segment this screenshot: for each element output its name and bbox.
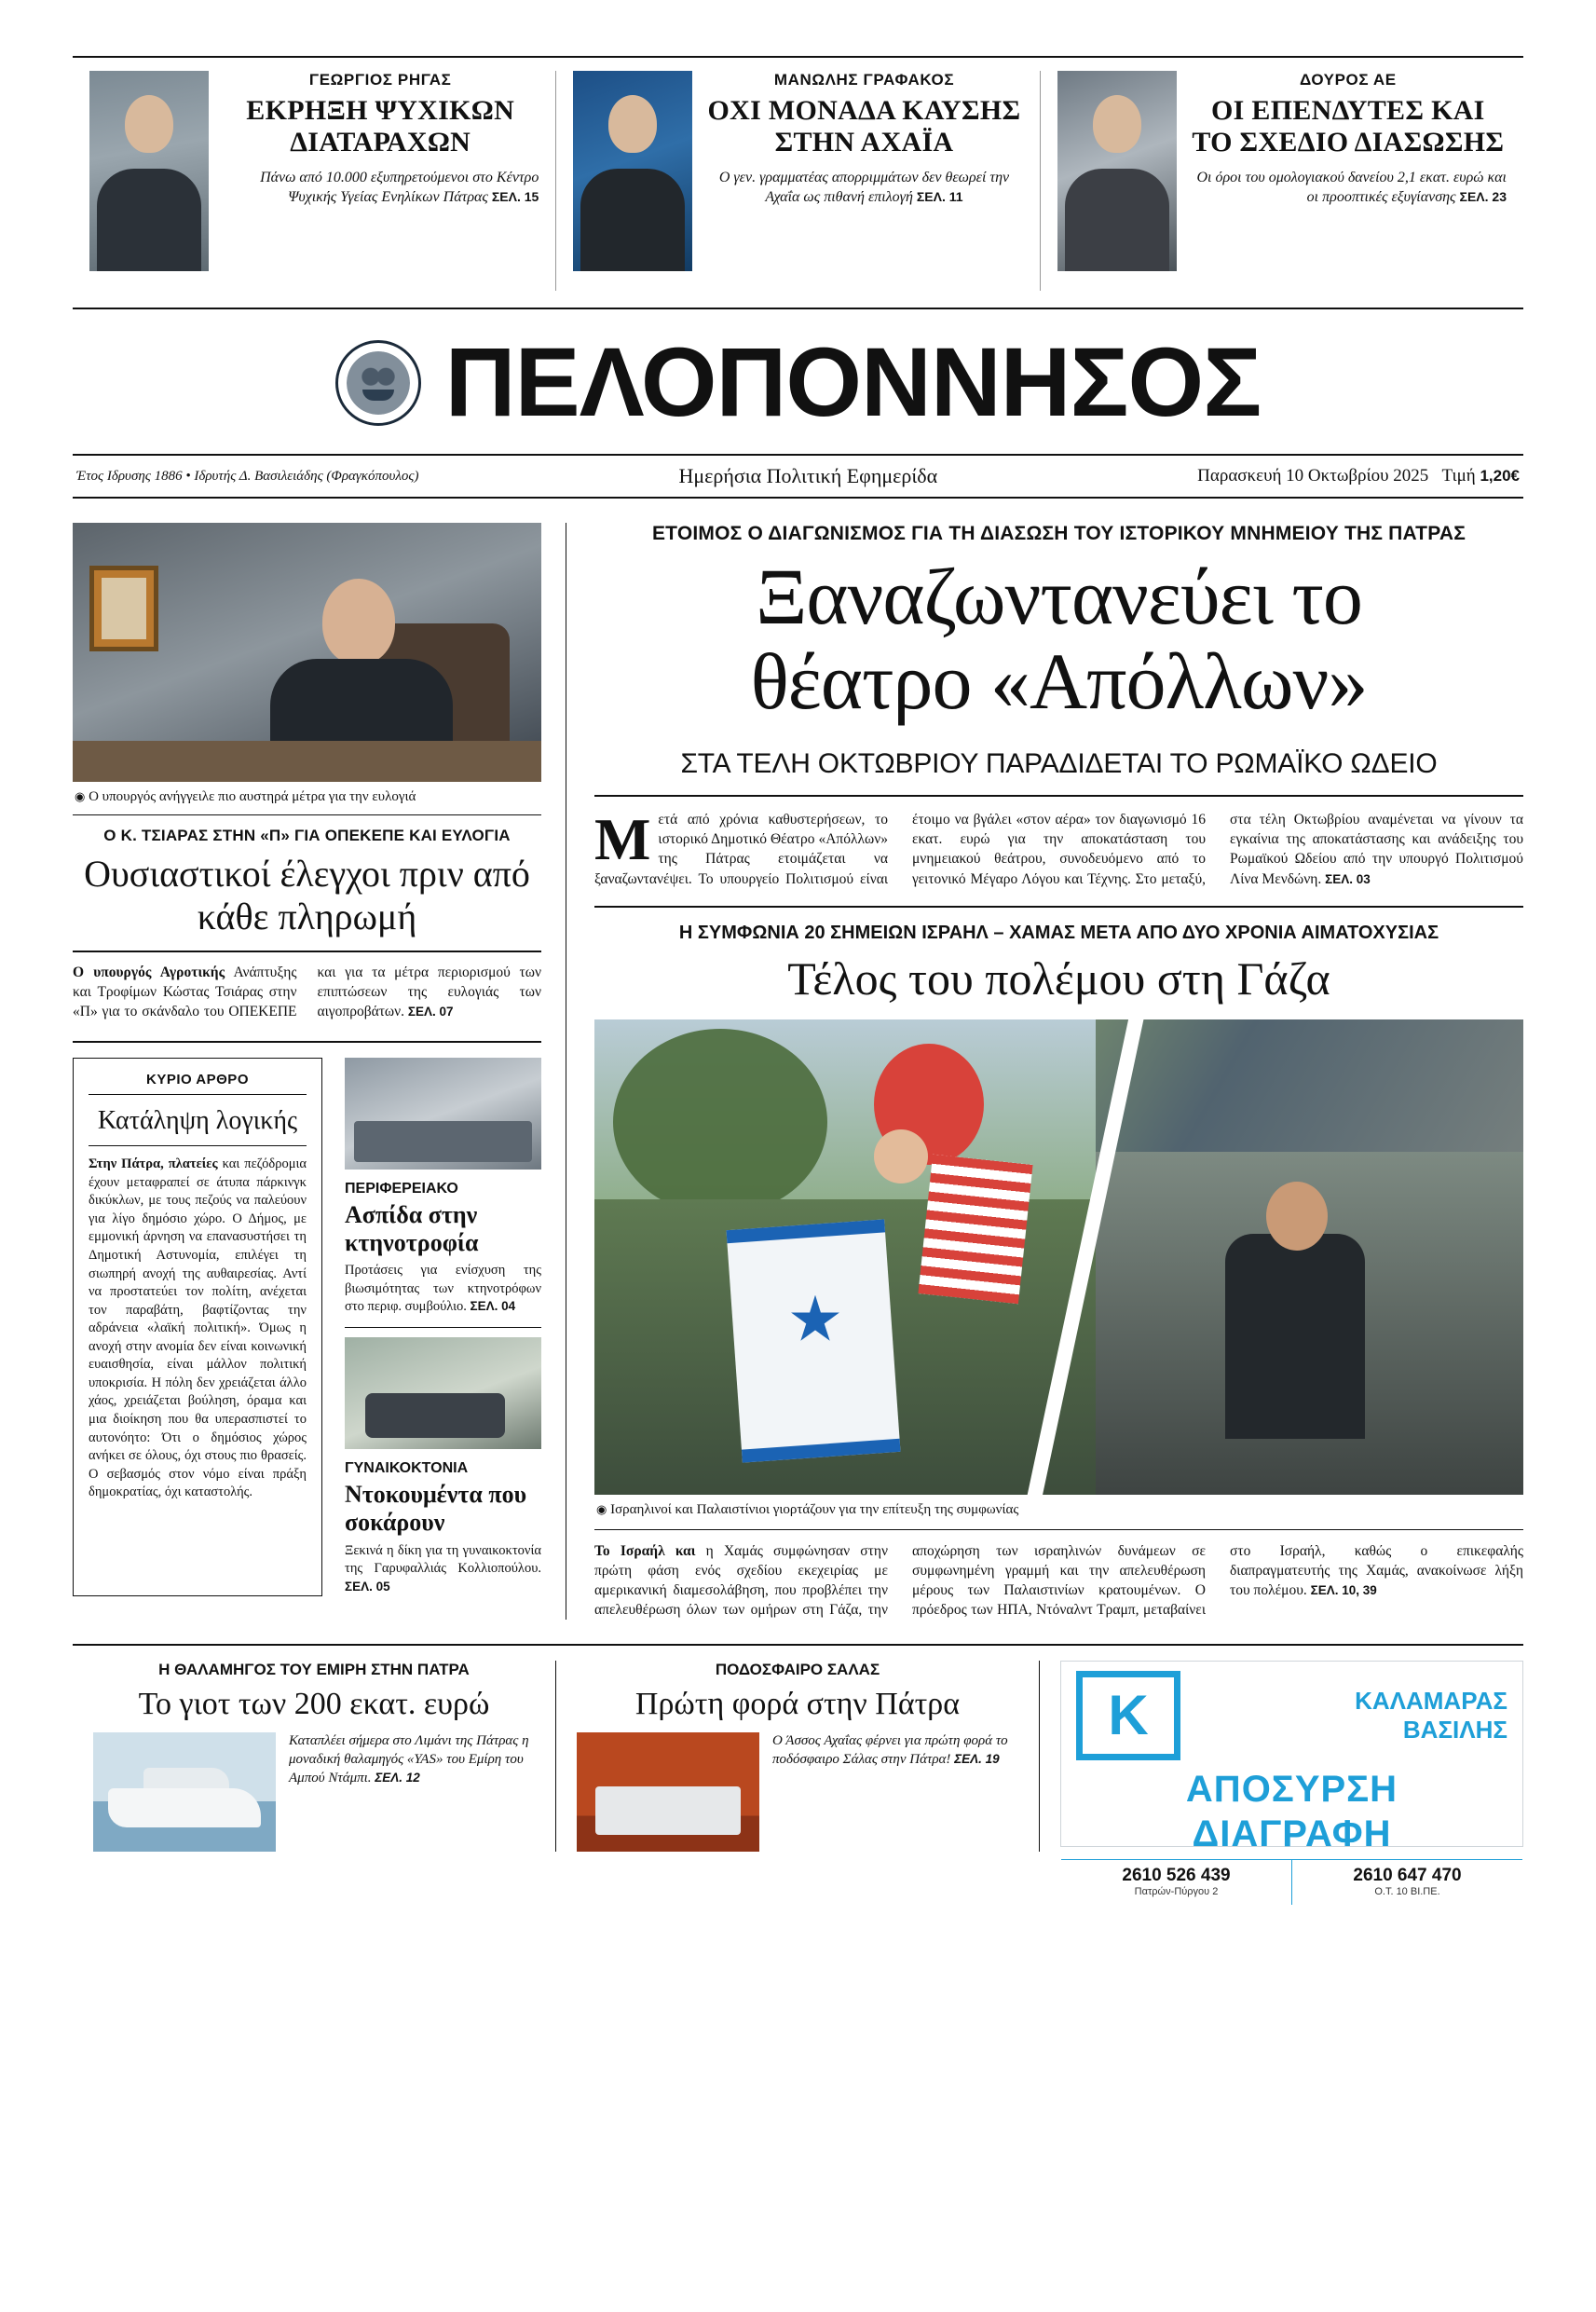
gaza-story-body [594,1530,1523,1620]
minister-photo-caption [73,782,541,815]
bottom-story-page-ref[interactable]: ΣΕΛ. 12 [375,1770,420,1785]
price-label: Τιμή [1441,466,1476,486]
sidebar-story-photo [345,1337,541,1449]
bottom-story-text: Καταπλέει σήμερα στο Λιμάνι της Πάτρας η μοναδική θαλαμηγός «ΥΑS» του Εμίρη του Αμπού Ντάμπι. [289,1733,529,1785]
teaser-title: ΕΚΡΗΞΗ ΨΥΧΙΚΩΝ ΔΙΑΤΑΡΑΧΩΝ [246,95,515,157]
left-story-text: Ανάπτυξης και Τροφίμων Κώστας Τσιάρας στην «Π» για το σκάνδαλο του ΟΠΕΚΕΠΕ και για τα μέτρα περιορισμού των επιπτώσεων της ευλογιάς των αιγοπροβάτων. [73,964,541,1020]
lead-story-text: ετά από χρόνια καθυστερήσεων, το ιστορικό Δημοτικό Θέατρο «Απόλλων» της Πάτρας ετοιμάζεται να ξαναζωντανέψει. Το υπουργείο Πολιτισμού είναι έτοιμο να βγάλει «στον αέρα» τον διαγωνισμό 16 εκατ. ευρώ για την αποκατάσταση του μνημειακού θεάτρου, συνοδευόμενο από το γειτονικό Μέγαρο Λόγου και Τέχνης. Στο μεταξύ, στα τέλη Οκτωβρίου αναμένεται να γίνουν τα εγκαίνια της αποκατάστασης και ανάδειξης του Ρωμαϊκού Ωδείου από την υπουργό Πολιτισμού Λίνα Μενδώνη. [594,812,1523,887]
gaza-story-kicker: Η ΣΥΜΦΩΝΙΑ 20 ΣΗΜΕΙΩΝ ΙΣΡΑΗΛ – ΧΑΜΑΣ ΜΕΤΑ ΑΠΟ ΔΥΟ ΧΡΟΝΙΑ ΑΙΜΑΤΟΧΥΣΙΑΣ [594,906,1523,953]
teaser-page-ref[interactable]: ΣΕΛ. 15 [491,188,539,204]
bottom-story-body [772,1732,1018,1852]
lead-story-subhead: ΣΤΑ ΤΕΛΗ ΟΚΤΩΒΡΙΟΥ ΠΑΡΑΔΙΔΕΤΑΙ ΤΟ ΡΩΜΑΪΚΟ ΩΔΕΙΟ [594,724,1523,797]
ad-contact-2[interactable] [1291,1860,1522,1905]
sidebar-story-page-ref[interactable]: ΣΕΛ. 05 [345,1579,390,1594]
teaser-item[interactable] [555,71,1039,291]
ad-address: Πατρών-Πύργου 2 [1134,1885,1219,1897]
ad-address: Ο.Τ. 10 ΒΙ.ΠΕ. [1374,1885,1440,1897]
bottom-story-title: Πρώτη φορά στην Πάτρα [634,1686,961,1721]
sidebar-story-title: Ντοκουμέντα που σοκάρουν [345,1481,527,1537]
lead-story-page-ref[interactable]: ΣΕΛ. 03 [1325,871,1371,886]
ad-company-name [1194,1687,1507,1744]
founding-info: Έτος Ιδρυσης 1886 • Ιδρυτής Δ. Βασιλειάδης (Φραγκόπουλος) [76,468,419,484]
teaser-summary [222,169,539,207]
divider [345,1327,541,1328]
gaza-story-page-ref[interactable]: ΣΕΛ. 10, 39 [1310,1582,1377,1597]
bottom-story[interactable] [73,1661,555,1852]
issue-date: Παρασκευή 10 Οκτωβρίου 2025 [1197,466,1429,486]
ad-service-line1: ΑΠΟΣΥΡΣΗ [1185,1768,1398,1810]
masthead [73,309,1523,441]
ad-company-line1: ΚΑΛΑΜΑΡΑΣ [1355,1686,1507,1715]
sidebar-story[interactable] [345,1337,541,1596]
editorial-and-sidebar [73,1041,541,1596]
left-story-headline: Ουσιαστικοί έλεγχοι πριν από κάθε πληρωμή [73,853,541,952]
left-column [73,523,566,1620]
teaser-kicker: ΜΑΝΩΛΗΣ ΓΡΑΦΑΚΟΣ [773,71,955,89]
sidebar-story-kicker: ΠΕΡΙΦΕΡΕΙΑΚΟ [345,1180,458,1197]
teaser-summary [705,169,1022,207]
lead-story-headline-line1: Ξαναζωντανεύει το [756,552,1362,641]
teaser-summary-text: Ο γεν. γραμματέας απορριμμάτων δεν θεωρεί την Αχαΐα ως πιθανή επιλογή [718,170,1010,205]
left-story-body [73,952,541,1022]
editorial-box [73,1058,322,1596]
teaser-page-ref[interactable]: ΣΕΛ. 11 [916,188,963,204]
lead-story-dropcap: Μ [594,806,651,873]
sidebar-story[interactable] [345,1058,541,1317]
camera-icon: ◉ [596,1501,607,1516]
right-column [566,523,1523,1620]
teaser-photo [89,71,209,271]
ad-contact-1[interactable] [1061,1860,1291,1905]
left-story-lead: Ο υπουργός Αγροτικής [73,964,225,981]
teaser-kicker: ΓΕΩΡΓΙΟΣ ΡΗΓΑΣ [308,71,452,89]
teaser-title: ΟΙ ΕΠΕΝΔΥΤΕΣ ΚΑΙ ΤΟ ΣΧΕΔΙΟ ΔΙΑΣΩΣΗΣ [1192,95,1505,157]
gaza-story-text: η Χαμάς συμφώνησαν στην πρώτη φάση ενός σχεδίου εκεχειρίας με αμερικανική διαμεσολάβηση, που προβλέπει την απελευθέρωση όλων των ομήρων στη Γάζα, την αποχώρηση των ισραηλινών δυνάμεων σε συμφωνημένη γραμμή και την απελευθέρωση μέρους των Παλαιστινίων κρατουμένων. Ο πρόεδρος των ΗΠΑ, Ντόναλντ Τραμπ, μεταβαίνει στο Ισραήλ, καθώς ο επικεφαλής διαπραγματευτής της Χαμάς, ανακοίνωσε λήξη του πολέμου. [594,1542,1523,1618]
bottom-story-photo [93,1732,276,1852]
left-story-page-ref[interactable]: ΣΕΛ. 07 [407,1005,454,1019]
sidebar-stories [345,1058,541,1596]
ad-service-line2: ΔΙΑΓΡΑΦΗ [1192,1813,1392,1854]
teaser-item[interactable] [1040,71,1523,291]
teaser-summary-text: Πάνω από 10.000 εξυπηρετούμενοι στο Κέντρο Ψυχικής Υγείας Ενηλίκων Πάτρας [260,170,539,205]
main-content [73,523,1523,1620]
bottom-story-body [289,1732,535,1852]
lead-story-body [594,797,1523,888]
ad-logo-icon [1076,1671,1180,1760]
sidebar-story-page-ref[interactable]: ΣΕΛ. 04 [470,1299,516,1314]
masthead-infobar [73,454,1523,499]
price-value: 1,20€ [1480,467,1520,485]
teaser-photo [1057,71,1177,271]
gaza-story-title: Τέλος του πολέμου στη Γάζα [787,951,1330,1005]
caption-text: Ισραηλινοί και Παλαιστίνιοι γιορτάζουν για την επίτευξη της συμφωνίας [610,1501,1019,1517]
teaser-photo [573,71,692,271]
top-teaser-strip [73,56,1523,309]
paper-title: ΠΕΛΟΠΟΝΝΗΣΟΣ [444,328,1262,437]
editorial-body [89,1156,307,1502]
sidebar-story-kicker: ΓΥΝΑΙΚΟΚΤΟΝΙΑ [345,1460,469,1477]
left-story-kicker: Ο Κ. ΤΣΙΑΡΑΣ ΣΤΗΝ «Π» ΓΙΑ ΟΠΕΚΕΠΕ ΚΑΙ ΕΥΛΟΓΙΑ [103,827,511,844]
teaser-page-ref[interactable]: ΣΕΛ. 23 [1459,188,1507,204]
ad-phone-number[interactable]: 2610 647 470 [1353,1865,1462,1885]
sidebar-story-text: Ξεκινά η δίκη για τη γυναικοκτονία της Γαρυφαλλιάς Κολλιοπούλου. [345,1542,541,1577]
caption-text: Ο υπουργός ανήγγειλε πιο αυστηρά μέτρα για την ευλογιά [89,789,416,804]
editorial-title: Κατάληψη λογικής [89,1095,307,1146]
teaser-summary-text: Οι όροι του ομολογιακού δανείου 2,1 εκατ. ευρώ και οι προοπτικές εξυγίανσης [1196,170,1507,205]
editorial-label: ΚΥΡΙΟ ΑΡΘΡΟ [89,1072,307,1095]
gaza-photo-caption [594,1495,1523,1530]
bottom-story-text: Ο Άσσος Αχαΐας φέρνει για πρώτη φορά το ποδόσφαιρο Σάλας στην Πάτρα! [772,1733,1008,1768]
lead-story-kicker: ΕΤΟΙΜΟΣ Ο ΔΙΑΓΩΝΙΣΜΟΣ ΓΙΑ ΤΗ ΔΙΑΣΩΣΗ ΤΟΥ ΙΣΤΟΡΙΚΟΥ ΜΝΗΜΕΙΟΥ ΤΗΣ ΠΑΤΡΑΣ [651,523,1466,544]
sidebar-story-body [345,1262,541,1316]
bottom-strip [73,1644,1523,1897]
sidebar-story-body [345,1542,541,1596]
bottom-story[interactable] [555,1661,1039,1852]
issue-date-price [1197,466,1520,486]
gaza-photo [594,1019,1523,1495]
bottom-story-title: Το γιοτ των 200 εκατ. ευρώ [138,1686,490,1721]
bottom-story-kicker: Η ΘΑΛΑΜΗΓΟΣ ΤΟΥ ΕΜΙΡΗ ΣΤΗΝ ΠΑΤΡΑ [158,1660,470,1678]
teaser-title: ΟΧΙ ΜΟΝΑΔΑ ΚΑΥΣΗΣ ΣΤΗΝ ΑΧΑΪΑ [707,95,1021,157]
teaser-item[interactable] [73,71,555,291]
bottom-story-page-ref[interactable]: ΣΕΛ. 19 [954,1752,1000,1767]
sidebar-story-photo [345,1058,541,1170]
ad-phone-number[interactable]: 2610 526 439 [1122,1865,1231,1885]
advertisement[interactable] [1039,1661,1523,1897]
editorial-lead: Στην Πάτρα, πλατείες [89,1156,218,1172]
teaser-kicker: ΔΟΥΡΟΣ ΑΕ [1299,71,1397,89]
sidebar-story-title: Ασπίδα στην κτηνοτροφία [345,1200,479,1256]
gaza-story-lead: Το Ισραήλ και [594,1542,696,1559]
editorial-text: και πεζόδρομια έχουν μεταφραπεί σε άτυπα πάρκινγκ δικύκλων, με τους πεζούς να παλεύουν για λίγο δημόσιο χώρο. Ο Δήμος, με εμμονική άρνηση να επανασυστήσει τη Δημοτική Αστυνομία, επιλέγει τη σιωπηρή ανοχή της αυθαιρεσίας. Αντί να προστατεύει τον πολίτη, ανέχεται τον παραβάτη, βαφτίζοντας την αδράνεια «λαϊκή πολιτική». Όμως η ανοχή στην ανομία δεν είναι κοινωνική ευαισθησία, είναι μάλλον πολιτική υποκρισία. Η πόλη δεν χρειάζεται άλλο χάος, χρειάζεται βούληση, όραμα και μια διοίκηση που θα υπερασπιστεί το αυτονόητο: Ότι ο δημόσιος χώρος ανήκει σε όλους, όχι στους πιο θρασείς. Ο σεβασμός στον νόμο είναι πράξη δημοκρατίας, όχι καταστολής. [89,1156,307,1500]
bottom-story-photo [577,1732,759,1852]
lead-story-headline-line2: θέατρο «Απόλλων» [750,636,1368,727]
ad-box[interactable] [1060,1661,1523,1897]
paper-descriptor: Ημερήσια Πολιτική Εφημερίδα [678,464,938,487]
minister-photo [73,523,541,782]
camera-icon: ◉ [75,789,86,803]
lion-emblem-icon [335,340,421,426]
bottom-story-kicker: ΠΟΔΟΣΦΑΙΡΟ ΣΑΛΑΣ [715,1660,880,1678]
teaser-summary [1190,169,1507,207]
sidebar-story-text: Προτάσεις για ενίσχυση της βιωσιμότητας των κτηνοτρόφων στο περιφ. συμβούλιο. [345,1263,541,1315]
ad-company-line2: ΒΑΣΙΛΗΣ [1402,1715,1507,1744]
